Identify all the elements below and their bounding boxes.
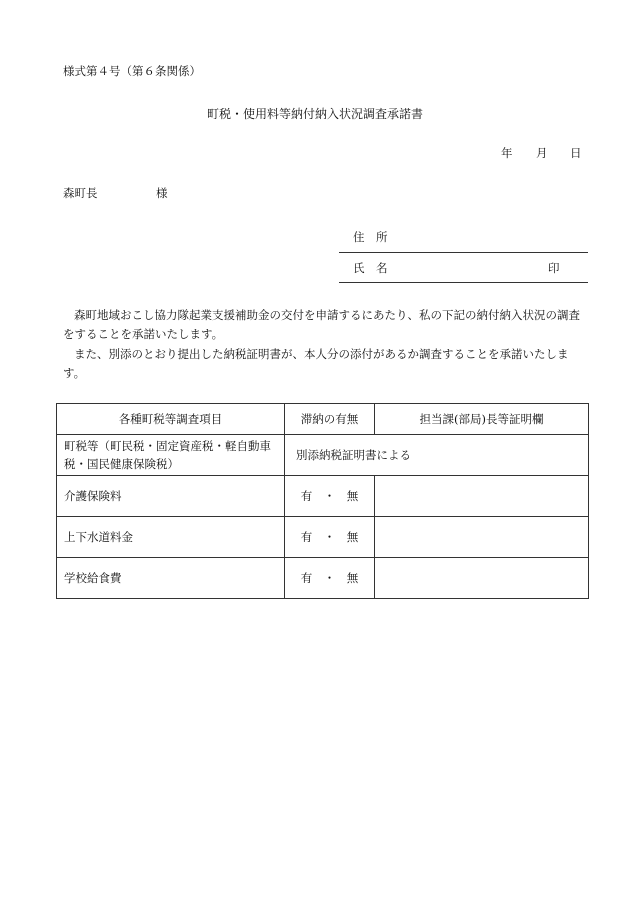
date-day-label: 日	[570, 146, 582, 160]
address-label: 住 所	[353, 230, 388, 244]
row-town-tax-note: 別添納税証明書による	[285, 435, 589, 476]
row-status-care-insurance[interactable]: 有 ・ 無	[285, 476, 375, 517]
table-row	[57, 517, 589, 558]
table-row	[57, 435, 589, 476]
addressee-name: 森町長	[63, 186, 98, 200]
row-cert-school-lunch[interactable]	[375, 558, 589, 599]
name-field-line[interactable]	[339, 282, 588, 283]
name-label: 氏 名	[353, 261, 388, 275]
date-month-label: 月	[536, 146, 548, 160]
addressee-honorific: 様	[156, 186, 168, 200]
row-item-town-tax: 町税等（町民税・固定資産税・軽自動車税・国民健康保険税）	[57, 435, 285, 476]
row-item-school-lunch: 学校給食費	[57, 558, 285, 599]
survey-table	[56, 403, 589, 599]
header-arrears: 滞納の有無	[285, 404, 375, 435]
row-status-water[interactable]: 有 ・ 無	[285, 517, 375, 558]
consent-paragraph-1: 森町地域おこし協力隊起業支援補助金の交付を申請するにあたり、私の下記の納付納入状況の調査をすることを承諾いたします。	[63, 308, 580, 341]
document-title: 町税・使用料等納付納入状況調査承諾書	[206, 107, 423, 121]
consent-paragraph-2: また、別添のとおり提出した納税証明書が、本人分の添付があるか調査することを承諾いたします。	[63, 347, 569, 380]
form-number: 様式第４号（第６条関係）	[63, 64, 201, 78]
row-status-school-lunch[interactable]: 有 ・ 無	[285, 558, 375, 599]
header-survey-item: 各種町税等調査項目	[57, 404, 285, 435]
row-item-water: 上下水道料金	[57, 517, 285, 558]
table-row	[57, 558, 589, 599]
address-field-line[interactable]	[339, 252, 588, 253]
table-header-row	[57, 404, 589, 435]
row-item-care-insurance: 介護保険料	[57, 476, 285, 517]
row-cert-care-insurance[interactable]	[375, 476, 589, 517]
seal-mark: 印	[548, 261, 560, 275]
table-row	[57, 476, 589, 517]
header-certification: 担当課(部局)長等証明欄	[375, 404, 589, 435]
row-cert-water[interactable]	[375, 517, 589, 558]
date-year-label: 年	[501, 146, 513, 160]
